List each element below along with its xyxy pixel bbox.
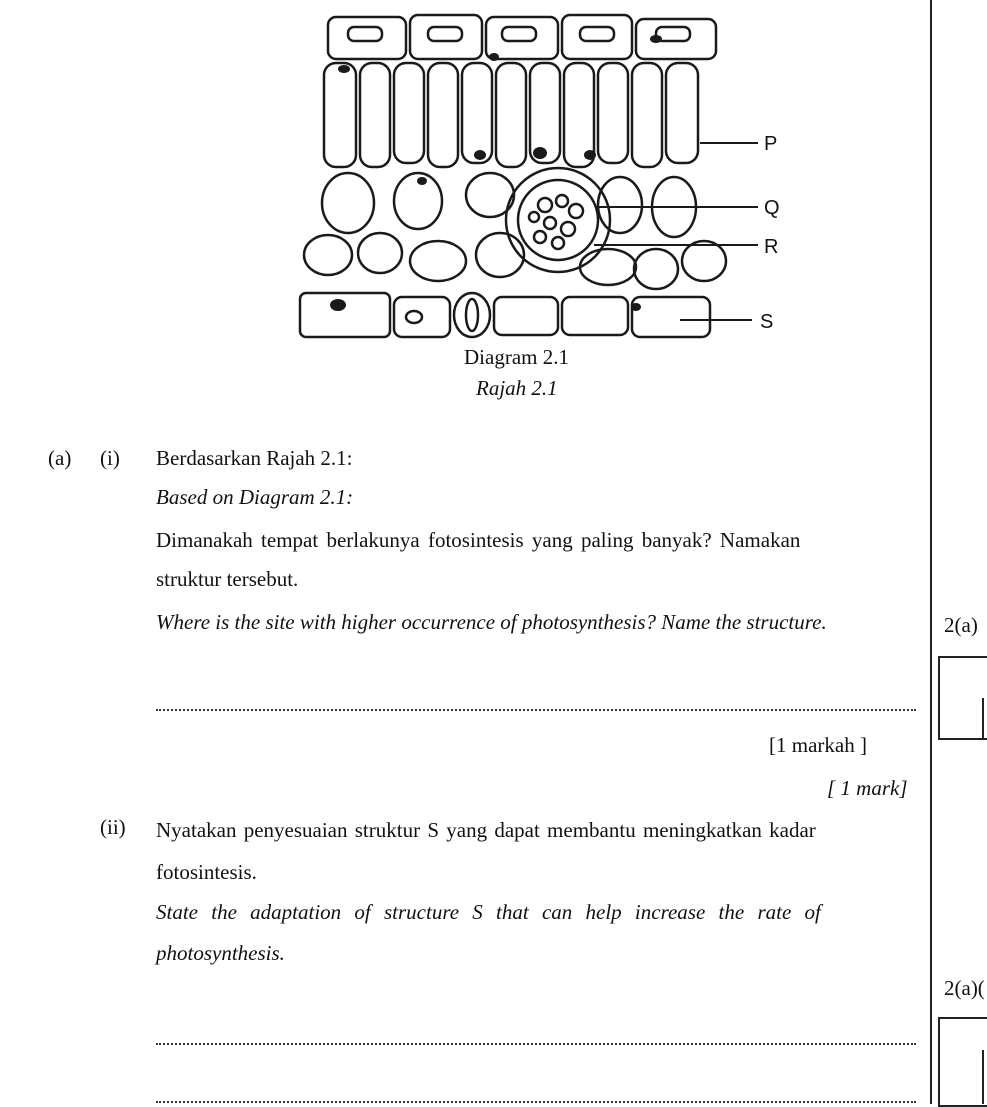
question-i-ms-line2: struktur tersebut. (156, 567, 299, 591)
intro-ms: Berdasarkan Rajah 2.1: (156, 446, 353, 470)
marks-en-i: [ 1 mark] (827, 776, 908, 800)
marks-box-i (938, 656, 987, 740)
palisade-mesophyll (324, 63, 698, 167)
marks-box-inner-i (982, 698, 984, 738)
question-i-ms-line1: Dimanakah tempat berlakunya fotosintesis yang paling banyak? Namakan (156, 528, 801, 552)
vascular-bundle (506, 168, 610, 272)
question-i-en: Where is the site with higher occurrence of photosynthesis? Name the structure. (156, 610, 827, 634)
marks-ms-i: [1 markah ] (769, 733, 867, 757)
question-ii-en-line1: State the adaptation of structure S that can help increase the rate of (156, 900, 821, 924)
intro-en: Based on Diagram 2.1: (156, 485, 354, 509)
answer-line-i[interactable] (156, 709, 916, 711)
margin-ref-ii: 2(a)( (944, 976, 985, 1000)
leaf-cross-section-diagram (290, 5, 810, 350)
answer-line-ii-1[interactable] (156, 1043, 916, 1045)
figure-caption-ms: Diagram 2.1 (464, 345, 569, 369)
question-part-label: (a) (48, 446, 72, 470)
figure-caption-en: Rajah 2.1 (476, 376, 558, 400)
question-ii-ms-line2: fotosintesis. (156, 860, 257, 884)
margin-ref-i: 2(a) (944, 613, 978, 637)
label-q: Q (764, 197, 780, 219)
label-r: R (764, 236, 779, 258)
label-s: S (760, 311, 774, 333)
subquestion-i-number: (i) (100, 446, 120, 470)
subquestion-ii-number: (ii) (100, 815, 126, 839)
margin-column-rule (930, 0, 932, 1104)
question-ii-ms-line1: Nyatakan penyesuaian struktur S yang dapat membantu meningkatkan kadar (156, 818, 816, 842)
lower-epidermis (300, 293, 710, 337)
label-p: P (764, 133, 778, 155)
marks-box-inner-ii (982, 1050, 984, 1104)
answer-line-ii-2[interactable] (156, 1101, 916, 1103)
marks-box-ii (938, 1017, 987, 1107)
question-ii-en-line2: photosynthesis. (156, 941, 285, 965)
